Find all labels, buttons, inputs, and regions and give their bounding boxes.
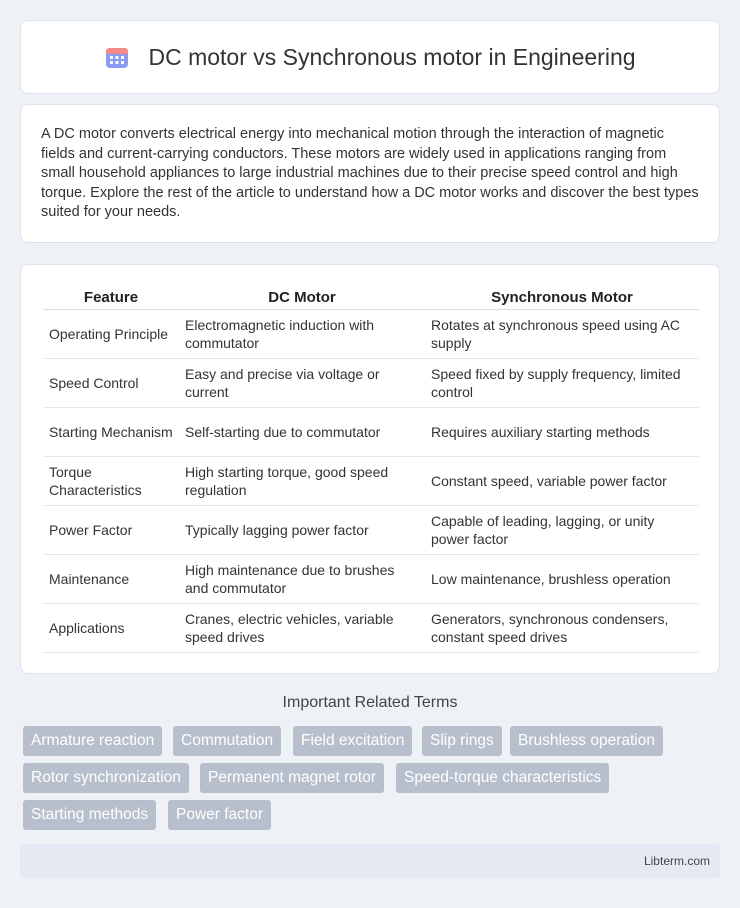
table-cell: Low maintenance, brushless operation: [425, 555, 699, 604]
tag-starting-methods[interactable]: Starting methods: [23, 800, 156, 830]
table-row: [43, 506, 699, 555]
tag-permanent-magnet-rotor[interactable]: Permanent magnet rotor: [200, 763, 384, 793]
footer: [20, 844, 720, 878]
table-cell: High maintenance due to brushes and commutator: [179, 555, 425, 604]
tag-speed-torque-characteristics[interactable]: Speed-torque characteristics: [396, 763, 609, 793]
intro-paragraph: A DC motor converts electrical energy into mechanical motion through the interaction of magnetic fields and current-carrying conductors. These motors are widely used in applications ranging from small household appliances to large industrial machines due to their precise speed control and high torque. Explore the rest of the article to understand how a DC motor works and discover the best types suited for your needs.: [41, 126, 699, 220]
table-cell: Constant speed, variable power factor: [425, 457, 699, 506]
table-cell: Requires auxiliary starting methods: [425, 408, 699, 457]
table-row: [43, 310, 699, 359]
table-cell: Capable of leading, lagging, or unity power factor: [425, 506, 699, 555]
table-cell: Applications: [43, 604, 179, 653]
table-cell: Operating Principle: [43, 310, 179, 359]
title-card: [20, 20, 720, 94]
table-cell: Speed Control: [43, 359, 179, 408]
table-cell: Typically lagging power factor: [179, 506, 425, 555]
tag-rotor-synchronization[interactable]: Rotor synchronization: [23, 763, 189, 793]
table-cell: Electromagnetic induction with commutator: [179, 310, 425, 359]
table-row: [43, 359, 699, 408]
table-cell: Torque Characteristics: [43, 457, 179, 506]
comparison-table: [43, 285, 699, 653]
comparison-table-card: [20, 264, 720, 674]
tag-power-factor[interactable]: Power factor: [168, 800, 271, 830]
page-title: DC motor vs Synchronous motor in Engineering: [148, 43, 636, 70]
table-cell: Maintenance: [43, 555, 179, 604]
header-synchronous-motor: Synchronous Motor: [425, 285, 699, 310]
tag-commutation[interactable]: Commutation: [173, 726, 281, 756]
tag-armature-reaction[interactable]: Armature reaction: [23, 726, 162, 756]
tag-slip-rings[interactable]: Slip rings: [422, 726, 502, 756]
header-dc-motor: DC Motor: [179, 285, 425, 310]
table-cell: Easy and precise via voltage or current: [179, 359, 425, 408]
table-cell: Self-starting due to commutator: [179, 408, 425, 457]
footer-site-link[interactable]: Libterm.com: [643, 854, 710, 868]
header-feature: Feature: [43, 285, 179, 310]
table-cell: Cranes, electric vehicles, variable speed drives: [179, 604, 425, 653]
tag-field-excitation[interactable]: Field excitation: [293, 726, 412, 756]
table-cell: Rotates at synchronous speed using AC supply: [425, 310, 699, 359]
table-cell: Generators, synchronous condensers, constant speed drives: [425, 604, 699, 653]
table-row: [43, 457, 699, 506]
table-cell: Speed fixed by supply frequency, limited control: [425, 359, 699, 408]
table-row: [43, 555, 699, 604]
table-cell: High starting torque, good speed regulation: [179, 457, 425, 506]
table-cell: Power Factor: [43, 506, 179, 555]
table-cell: Starting Mechanism: [43, 408, 179, 457]
calendar-grid-icon: [104, 44, 130, 70]
table-row: [43, 604, 699, 653]
table-row: [43, 408, 699, 457]
related-terms-title: Important Related Terms: [282, 694, 458, 711]
intro-card: [20, 104, 720, 243]
table-header-row: [43, 285, 699, 310]
tag-brushless-operation[interactable]: Brushless operation: [510, 726, 663, 756]
